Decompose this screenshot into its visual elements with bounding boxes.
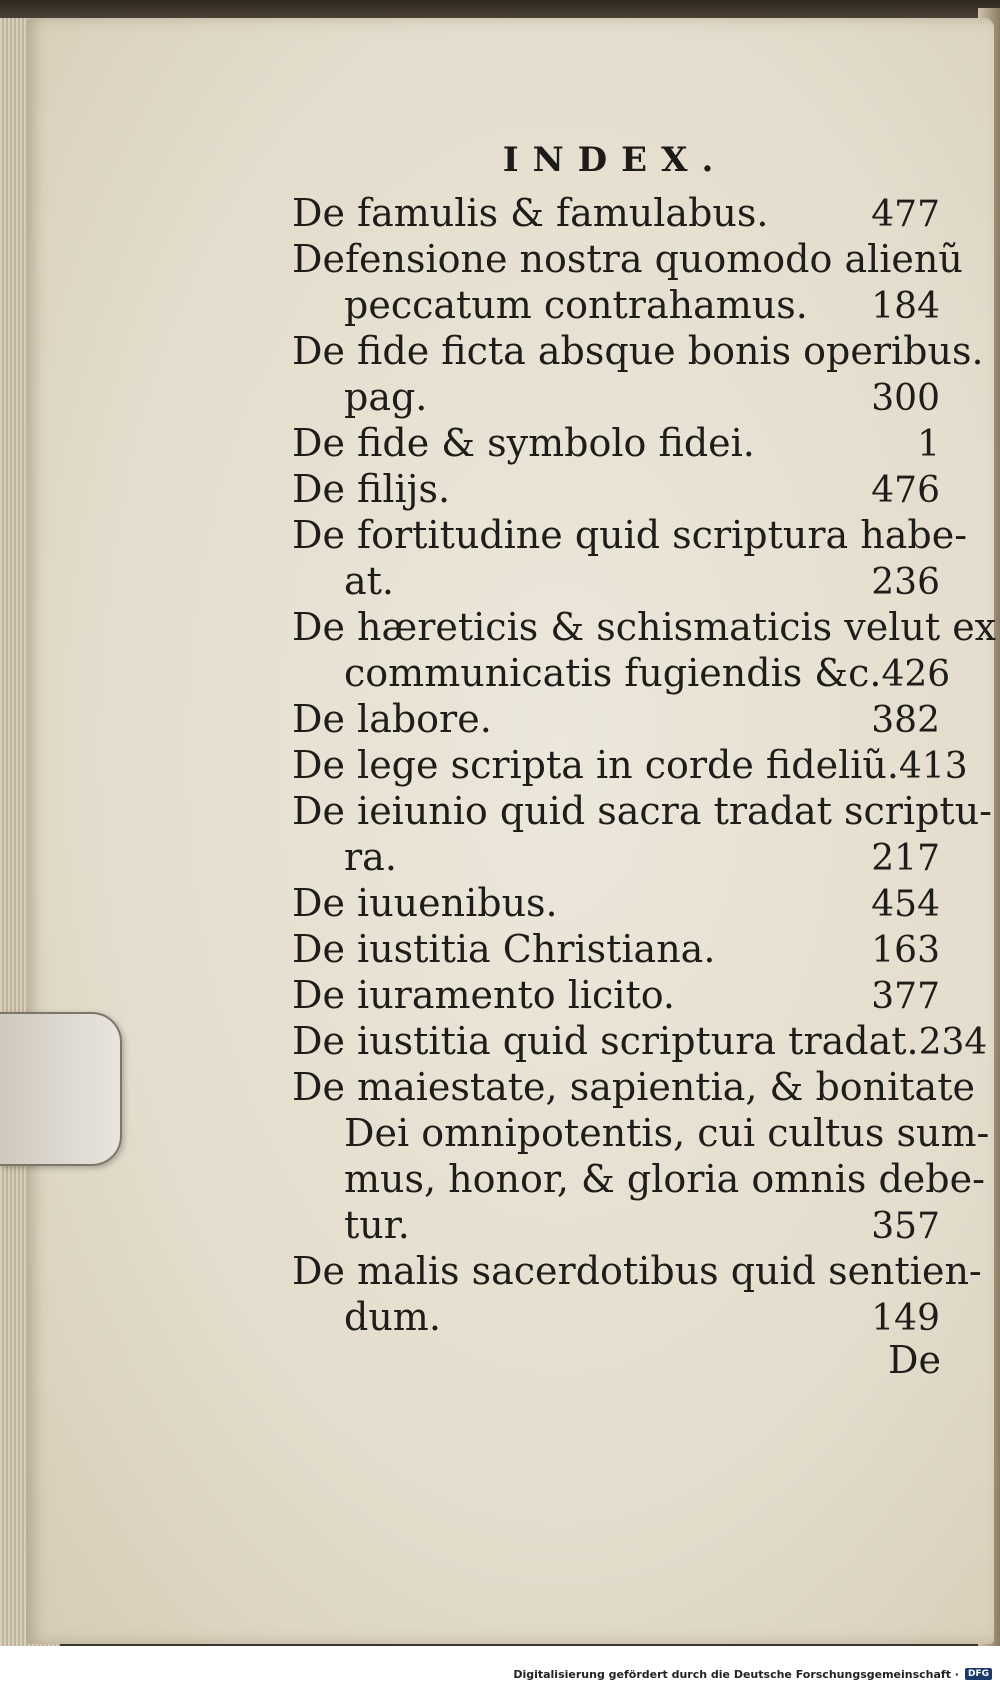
entry-text: communicatis fugiendis &c.	[344, 651, 882, 695]
entry-text: De labore.	[292, 697, 492, 741]
entry-text: mus, honor, & gloria omnis debe-	[344, 1157, 985, 1201]
entry-heading-line	[292, 1248, 982, 1294]
entry-heading-line	[292, 328, 984, 374]
entry-text: Defensione nostra quomodo alienũ	[292, 237, 963, 281]
entry-heading-line	[292, 512, 968, 558]
entry-heading-line	[292, 696, 940, 742]
entry-text: De iuuenibus.	[292, 881, 558, 925]
entry-page-number: 426	[881, 654, 951, 695]
entry-heading-line	[292, 236, 963, 282]
index-entry	[292, 190, 940, 236]
entry-continuation-line	[292, 1294, 940, 1340]
entry-text: De iustitia quid scriptura tradat.	[292, 1019, 919, 1063]
index-entry	[292, 512, 968, 604]
entry-page-number: 217	[871, 838, 940, 879]
entry-continuation-line	[292, 1202, 940, 1248]
footer-credit: Digitalisierung gefördert durch die Deutsche Forschungsgemeinschaft ·	[513, 1667, 959, 1681]
entry-heading-line	[292, 190, 940, 236]
entry-heading-line	[292, 788, 993, 834]
entry-continuation-line	[292, 282, 940, 328]
dfg-logo: DFG	[965, 1668, 992, 1680]
index-entry	[292, 604, 997, 696]
entry-page-number: 377	[871, 976, 940, 1017]
entry-page-number: 382	[871, 700, 940, 741]
entry-page-number: 149	[871, 1298, 940, 1339]
index-entry	[292, 788, 993, 880]
index-entry	[292, 1018, 988, 1064]
entry-text: dum.	[344, 1295, 441, 1339]
entry-continuation-line	[292, 650, 951, 696]
entry-page-number: 476	[871, 470, 940, 511]
catchword: De	[888, 1338, 941, 1382]
entry-heading-line	[292, 1064, 975, 1110]
entry-text: De iustitia Christiana.	[292, 927, 716, 971]
entry-text: De iuramento licito.	[292, 973, 676, 1017]
entry-text: pag.	[344, 375, 428, 419]
entry-text: tur.	[344, 1203, 410, 1247]
entry-page-number: 300	[871, 378, 940, 419]
entry-heading-line	[292, 742, 968, 788]
bookmark-tab	[0, 1012, 122, 1166]
entry-page-number: 357	[871, 1206, 940, 1247]
entry-page-number: 477	[871, 194, 940, 235]
entry-text: De famulis & famulabus.	[292, 191, 769, 235]
index-entry	[292, 926, 940, 972]
entry-text: De fide ficta absque bonis operibus.	[292, 329, 984, 373]
entry-text: ra.	[344, 835, 397, 879]
entry-continuation-line	[292, 374, 940, 420]
entry-continuation-line	[292, 1110, 990, 1156]
entry-heading-line	[292, 1018, 988, 1064]
digitization-footer	[0, 1664, 1000, 1684]
entry-text: Dei omnipotentis, cui cultus sum-	[344, 1111, 990, 1155]
entry-heading-line	[292, 972, 940, 1018]
entry-text: De ieiunio quid sacra tradat scriptu-	[292, 789, 993, 833]
index-entry	[292, 328, 984, 420]
entry-heading-line	[292, 880, 940, 926]
entry-heading-line	[292, 604, 997, 650]
entry-heading-line	[292, 420, 940, 466]
entry-heading-line	[292, 926, 940, 972]
entry-heading-line	[292, 466, 940, 512]
index-entry	[292, 880, 940, 926]
entry-page-number: 163	[871, 930, 940, 971]
entry-page-number: 1	[917, 424, 940, 465]
index-entry	[292, 1248, 982, 1340]
index-entry	[292, 420, 940, 466]
entry-text: De lege scripta in corde fideliũ.	[292, 743, 899, 787]
entry-text: De fortitudine quid scriptura habe-	[292, 513, 968, 557]
entry-text: De fide & symbolo fidei.	[292, 421, 755, 465]
entry-text: De malis sacerdotibus quid sentien-	[292, 1249, 982, 1293]
index-entry	[292, 742, 968, 788]
entry-text: peccatum contrahamus.	[344, 283, 808, 327]
entry-text: at.	[344, 559, 395, 603]
entry-page-number: 184	[871, 286, 940, 327]
index-entry	[292, 696, 940, 742]
entry-page-number: 234	[918, 1022, 988, 1063]
index-entry	[292, 466, 940, 512]
entry-continuation-line	[292, 1156, 985, 1202]
entry-page-number: 236	[871, 562, 940, 603]
entry-text: De hæreticis & schismaticis velut ex	[292, 605, 997, 649]
index-entries	[292, 190, 997, 1340]
index-entry	[292, 972, 940, 1018]
entry-page-number: 413	[898, 746, 968, 787]
index-entry	[292, 236, 963, 328]
entry-continuation-line	[292, 834, 940, 880]
entry-text: De filijs.	[292, 467, 451, 511]
entry-page-number: 454	[871, 884, 940, 925]
entry-continuation-line	[292, 558, 940, 604]
entry-text: De maiestate, sapientia, & bonitate	[292, 1065, 975, 1109]
running-head: INDEX.	[502, 140, 728, 180]
index-entry	[292, 1064, 990, 1248]
